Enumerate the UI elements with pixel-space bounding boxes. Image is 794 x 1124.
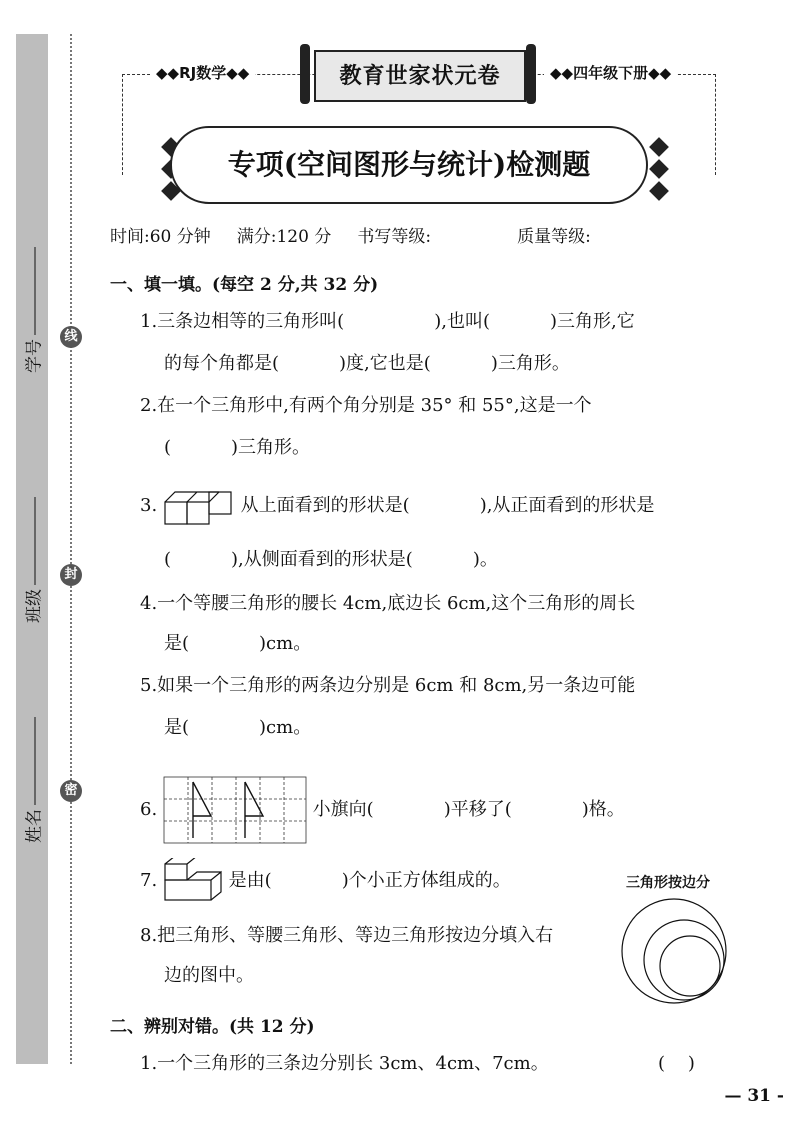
question-8-line-2: 边的图中。: [164, 965, 254, 986]
seal-seal: 封: [60, 564, 82, 586]
judge-question-1: 1.一个三角形的三条边分别长 3cm、4cm、7cm。: [140, 1053, 549, 1074]
brand-scroll: [300, 44, 536, 104]
brand-title: 教育世家状元卷: [314, 50, 526, 102]
flag-grid-figure: [163, 776, 307, 844]
question-5-line-2: 是( )cm。: [164, 717, 312, 738]
seal-line: 线: [60, 326, 82, 348]
venn-diagram: [620, 896, 728, 1006]
student-no-field[interactable]: 学号: [20, 247, 45, 373]
header-right-tag: ◆◆四年级下册◆◆: [544, 62, 677, 83]
section-1-title: 一、填一填。(每空 2 分,共 32 分): [110, 275, 379, 295]
page-number: — 31 -: [724, 1086, 784, 1106]
section-2-title: 二、辨别对错。(共 12 分): [110, 1017, 315, 1037]
name-field[interactable]: 姓名: [20, 717, 45, 843]
question-2-line-1: 2.在一个三角形中,有两个角分别是 35° 和 55°,这是一个: [140, 395, 592, 416]
question-4-line-1: 4.一个等腰三角形的腰长 4cm,底边长 6cm,这个三角形的周长: [140, 593, 636, 614]
cut-line: [70, 34, 72, 1064]
question-4-line-2: 是( )cm。: [164, 633, 312, 654]
cubes-figure: [163, 484, 235, 528]
cube-stack-figure: [163, 858, 223, 904]
question-3-line-2: ( ),从侧面看到的形状是( )。: [164, 549, 498, 570]
venn-title: 三角形按边分: [626, 875, 710, 891]
exam-meta: 时间:60 分钟 满分:120 分 书写等级: 质量等级:: [110, 227, 591, 247]
question-3-line-1: 3. 从上面看到的形状是( ),从正面看到的形状是: [140, 484, 654, 528]
judge-answer-box[interactable]: ( ): [658, 1053, 695, 1074]
page-title: 专项(空间图形与统计)检测题: [170, 126, 648, 204]
right-diamonds-icon: [648, 140, 670, 206]
question-1-line-2: 的每个角都是( )度,它也是( )三角形。: [164, 353, 570, 374]
class-field[interactable]: 班级: [20, 497, 45, 623]
question-6: 6. 小旗向( )平移了( )格。: [140, 776, 625, 844]
question-1-line-1: 1.三条边相等的三角形叫( ),也叫( )三角形,它: [140, 311, 635, 332]
question-2-line-2: ( )三角形。: [164, 437, 311, 458]
seal-secret: 密: [60, 780, 82, 802]
question-5-line-1: 5.如果一个三角形的两条边分别是 6cm 和 8cm,另一条边可能: [140, 675, 636, 696]
question-8-line-1: 8.把三角形、等腰三角形、等边三角形按边分填入右: [140, 925, 554, 946]
question-7: 7. 是由( )个小正方体组成的。: [140, 858, 511, 904]
header-left-tag: ◆◆RJ数学◆◆: [150, 62, 255, 83]
